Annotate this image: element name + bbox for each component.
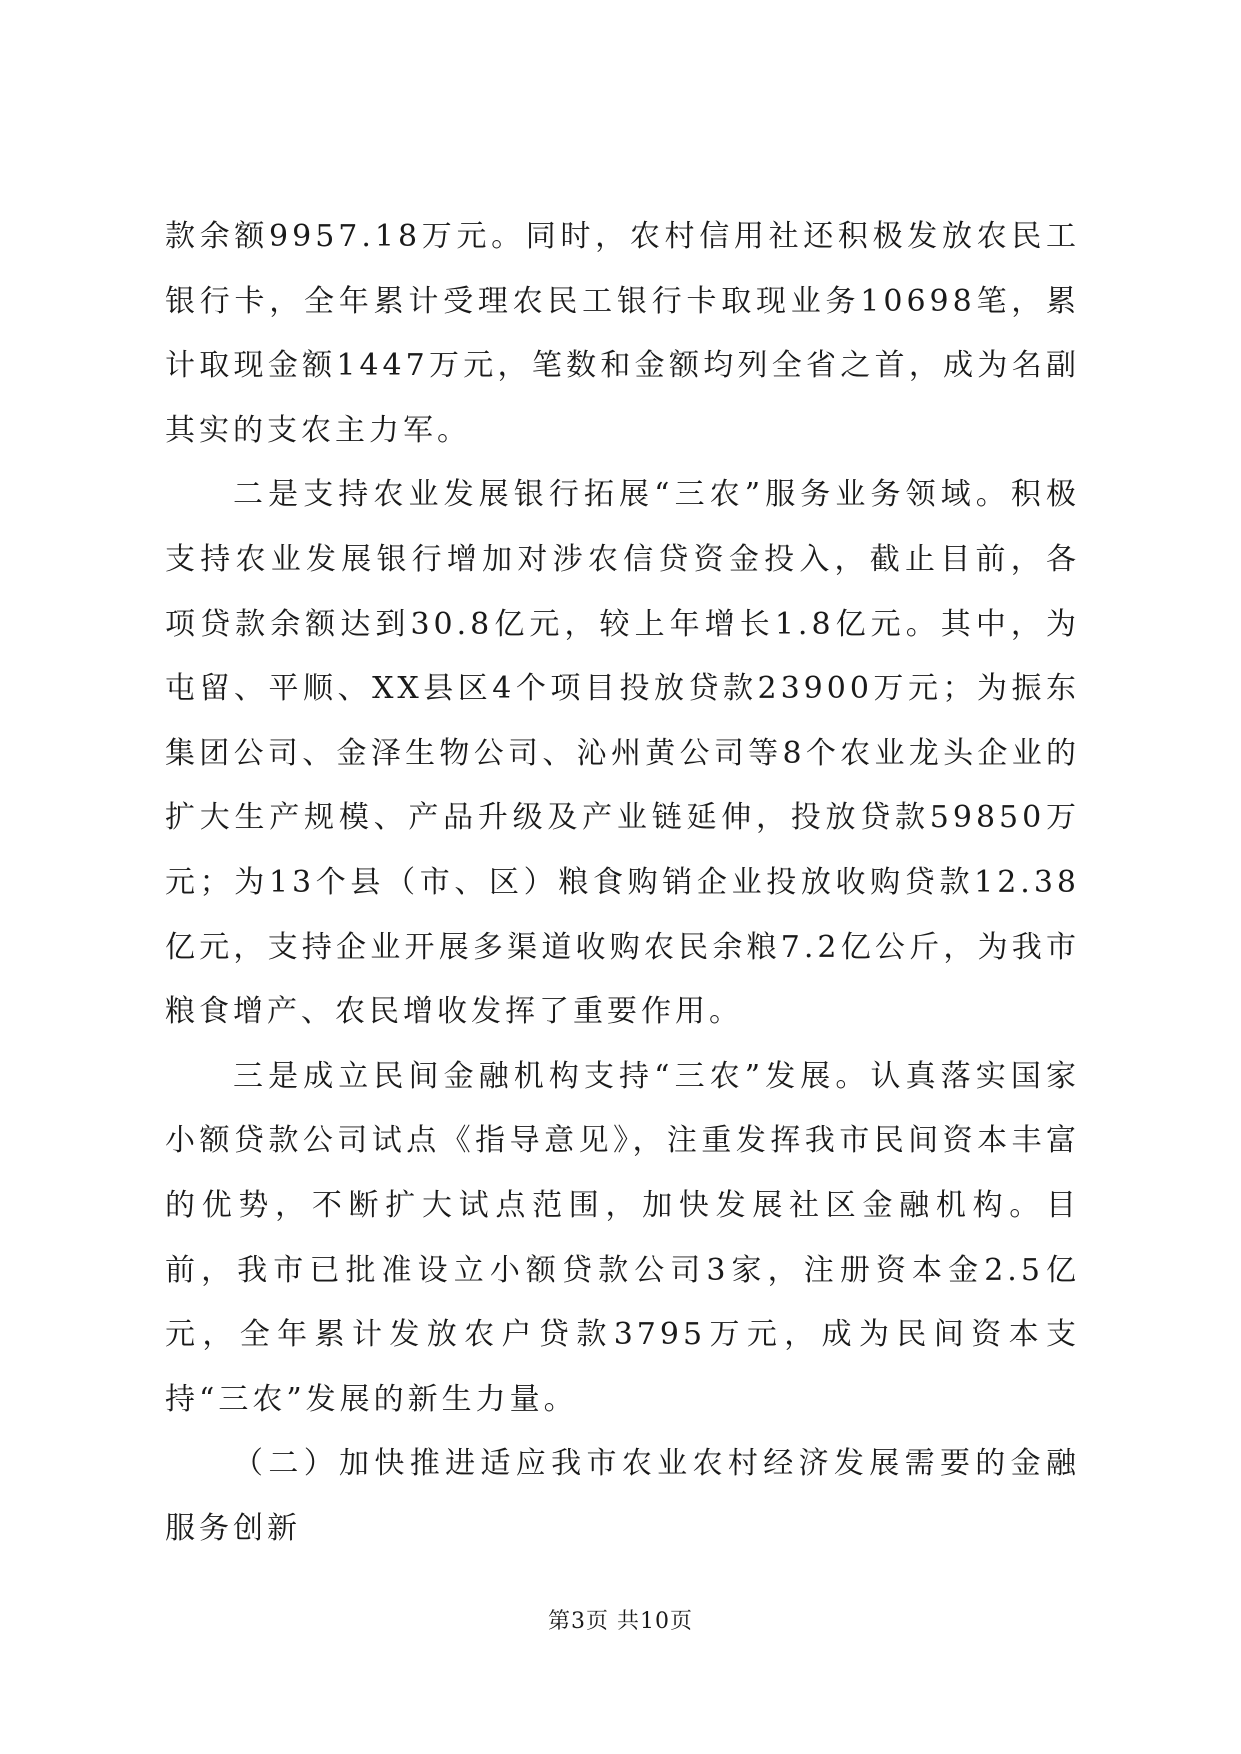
- body-text: [165, 205, 1080, 1561]
- paragraph-agricultural-development-bank: 二是支持农业发展银行拓展“三农”服务业务领域。积极支持农业发展银行增加对涉农信贷资金投入，截止目前，各项贷款余额达到30.8亿元，较上年增长1.8亿元。其中，为屯留、平顺、XX县区4个项目投放贷款23900万元；为振东集团公司、金泽生物公司、沁州黄公司等8个农业龙头企业的扩大生产规模、产品升级及产业链延伸，投放贷款59850万元；为13个县（市、区）粮食购销企业投放收购贷款12.38亿元，支持企业开展多渠道收购农民余粮7.2亿公斤，为我市粮食增产、农民增收发挥了重要作用。: [165, 477, 1080, 1030]
- paragraph-continued: 款余额9957.18万元。同时，农村信用社还积极发放农民工银行卡，全年累计受理农民工银行卡取现业务10698笔，累计取现金额1447万元，笔数和金额均列全省之首，成为名副其实的支农主力军。: [165, 219, 1080, 448]
- section-heading-financial-innovation: （二）加快推进适应我市农业农村经济发展需要的金融服务创新: [165, 1446, 1080, 1546]
- page-number-footer: 第3页 共10页: [548, 1609, 693, 1634]
- paragraph-private-finance-institutions: 三是成立民间金融机构支持“三农”发展。认真落实国家小额贷款公司试点《指导意见》，注重发挥我市民间资本丰富的优势，不断扩大试点范围，加快发展社区金融机构。目前，我市已批准设立小额贷款公司3家，注册资本金2.5亿元，全年累计发放农户贷款3795万元，成为民间资本支持“三农”发展的新生力量。: [165, 1058, 1080, 1417]
